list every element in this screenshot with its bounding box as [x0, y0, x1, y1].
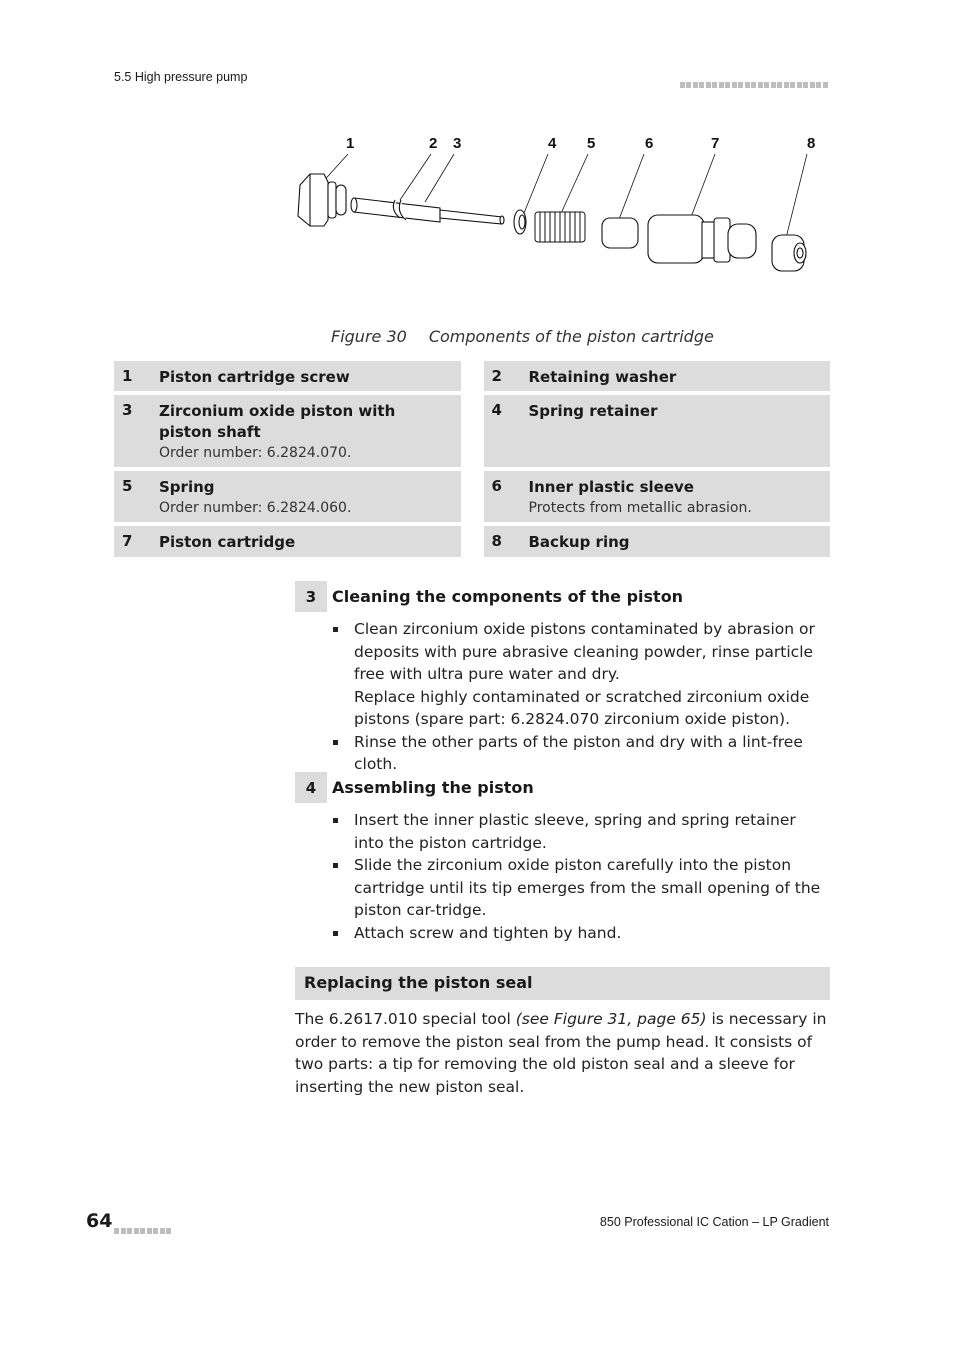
part-spring-retainer — [514, 210, 526, 234]
list-item: Slide the zirconium oxide piston carefully into the piston cartridge until its tip emerges from the small opening of the piston car-tridge. — [331, 854, 830, 922]
callout-1: 1 — [346, 135, 355, 152]
legend-item: 1 Piston cartridge screw — [114, 361, 461, 391]
part-piston-cartridge — [648, 215, 756, 263]
list-item: Insert the inner plastic sleeve, spring and spring retainer into the piston cartridge. — [331, 809, 830, 854]
step-number: 4 — [295, 772, 327, 803]
callout-8: 8 — [807, 135, 816, 152]
legend-item: 8 Backup ring — [484, 526, 831, 557]
legend-item: 2 Retaining washer — [484, 361, 831, 391]
callout-2: 2 — [429, 135, 438, 152]
callout-7: 7 — [711, 135, 720, 152]
piston-cartridge-exploded-drawing — [290, 130, 830, 290]
part-inner-sleeve — [602, 218, 638, 248]
callout-6: 6 — [645, 135, 654, 152]
legend-item: 4 Spring retainer — [484, 395, 831, 467]
footer-document-title: 850 Professional IC Cation – LP Gradient — [599, 1215, 829, 1229]
legend-item: 7 Piston cartridge — [114, 526, 461, 557]
header-dot-bar — [680, 73, 830, 92]
callout-4: 4 — [548, 135, 557, 152]
section-heading: Replacing the piston seal — [295, 967, 830, 1000]
step-4 — [295, 772, 830, 944]
figure-legend — [114, 361, 830, 561]
part-spring — [535, 212, 585, 242]
figure-caption-text: Components of the piston cartridge — [428, 327, 714, 346]
step-title: Cleaning the components of the piston — [332, 587, 684, 606]
step-number: 3 — [295, 581, 327, 612]
figure-caption-label: Figure 30 — [331, 327, 407, 346]
part-screw — [298, 174, 346, 226]
step-3 — [295, 581, 830, 776]
part-backup-ring — [772, 235, 806, 271]
step-title: Assembling the piston — [332, 778, 534, 797]
callout-3: 3 — [453, 135, 462, 152]
legend-item: 3 Zirconium oxide piston with piston shaft Order number: 6.2824.070. — [114, 395, 461, 467]
figure-reference-link[interactable]: (see Figure 31, page 65) — [515, 1010, 707, 1028]
footer-dot-bar — [114, 1219, 173, 1238]
part-piston-shaft — [351, 198, 504, 224]
running-header: 5.5 High pressure pump — [114, 70, 248, 84]
figure-caption — [331, 327, 714, 346]
page-number: 64 — [86, 1210, 113, 1232]
legend-item: 6 Inner plastic sleeve Protects from metallic abrasion. — [484, 471, 831, 522]
list-item: Rinse the other parts of the piston and dry with a lint-free cloth. — [331, 731, 830, 776]
legend-item: 5 Spring Order number: 6.2824.060. — [114, 471, 461, 522]
list-item: Clean zirconium oxide pistons contaminated by abrasion or deposits with pure abrasive cleaning powder, rinse particle free with ultra pure water and dry. Replace highly contaminated or scratched zirconium oxide pistons (spare part: 6.2824.070 zirconium oxide piston). — [331, 618, 830, 731]
callout-5: 5 — [587, 135, 596, 152]
section-paragraph: The 6.2617.010 special tool (see Figure 31, page 65) is necessary in order to remove the piston seal from the pump head. It consists of two parts: a tip for removing the old piston seal and a sleeve for inserting the new piston seal. — [295, 1010, 827, 1096]
list-item: Attach screw and tighten by hand. — [331, 922, 830, 945]
